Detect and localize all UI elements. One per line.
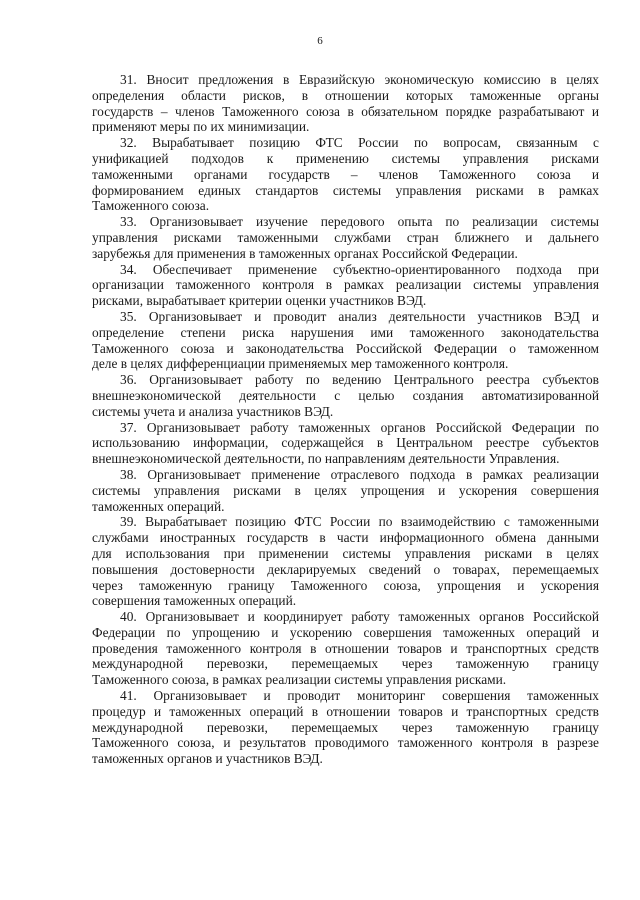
clause-first-line [92, 72, 599, 88]
clause-paragraph [92, 609, 599, 688]
clause-paragraph [92, 467, 599, 514]
clause-line: зарубежья для применения в таможенных органах Российской Федерации. [92, 245, 518, 261]
clause-line: проведения таможенного контроля в отношении товаров и транспортных средств [92, 640, 599, 656]
clause-line: процедур и таможенных операций в отношении товаров и транспортных средств [92, 703, 599, 719]
clause-number: 37. [120, 419, 137, 435]
clause-first-line [92, 420, 599, 436]
clause-number: 35. [120, 308, 137, 324]
clause-line: государств – членов Таможенного союза в обязательном порядке разрабатывают и [92, 103, 599, 119]
clause-line: через таможенную границу Таможенного союза, упрощения и ускорения [92, 577, 599, 593]
clause-paragraph [92, 72, 599, 135]
clause-text: Организовывает и проводит мониторинг совершения таможенных [153, 688, 599, 704]
document-body [92, 72, 599, 767]
clause-line: определения области рисков, в отношении которых таможенные органы [92, 87, 599, 103]
clause-first-line [92, 514, 599, 530]
clause-line: таможенных органов и участников ВЭД. [92, 751, 323, 767]
clause-paragraph [92, 262, 599, 309]
clause-line: службами иностранных государств в части информационного обмена данными [92, 530, 599, 546]
clause-first-line [92, 609, 599, 625]
clause-text: Организовывает и координирует работу таможенных органов Российской [145, 609, 599, 625]
clause-line: определение степени риска нарушения ими таможенного законодательства [92, 324, 599, 340]
clause-first-line [92, 309, 599, 325]
page-number: 6 [317, 35, 323, 47]
clause-line: внешнеэкономической деятельности с целью создания автоматизированной [92, 387, 599, 403]
clause-line: организации таможенного контроля в рамках реализации системы управления [92, 277, 599, 293]
clause-line: деле в целях дифференциации применяемых мер таможенного контроля. [92, 356, 509, 372]
clause-line: использованию информации, содержащейся в Центральном реестре субъектов [92, 435, 599, 451]
clause-paragraph [92, 420, 599, 467]
clause-line: применяют меры по их минимизации. [92, 119, 310, 135]
clause-line: внешнеэкономической деятельности, по направлениям деятельности Управления. [92, 451, 560, 467]
clause-number: 38. [120, 466, 137, 482]
clause-line: таможенных операций. [92, 498, 225, 514]
clause-first-line [92, 214, 599, 230]
clause-number: 39. [120, 514, 137, 530]
clause-text: Обеспечивает применение субъектно-ориентированного подхода при [152, 261, 599, 277]
clause-number: 33. [120, 214, 137, 230]
clause-paragraph [92, 214, 599, 261]
clause-line: Таможенного союза, в рамках реализации системы управления рисками. [92, 672, 507, 688]
clause-text: Организовывает работу по ведению Центрального реестра субъектов [149, 372, 599, 388]
clause-first-line [92, 135, 599, 151]
clause-first-line [92, 688, 599, 704]
clause-text: Организовывает и проводит анализ деятельности участников ВЭД и [148, 308, 599, 324]
clause-text: Организовывает работу таможенных органов Российской Федерации по [146, 419, 599, 435]
clause-line: рисками, вырабатывает критерии оценки участников ВЭД. [92, 293, 427, 309]
clause-line: повышения достоверности декларируемых сведений о товарах, перемещаемых [92, 561, 599, 577]
clause-line: системы управления рисками в целях упрощения и ускорения совершения [92, 482, 599, 498]
clause-line: Федерации по упрощению и ускорению совершения таможенных операций и [92, 624, 599, 640]
clause-text: Вырабатывает позицию ФТС России по вопросам, связанным с [152, 135, 599, 151]
clause-line: совершения таможенных операций. [92, 593, 297, 609]
clause-line: международной перевозки, перемещаемых через таможенную границу [92, 656, 599, 672]
clause-number: 31. [120, 72, 137, 87]
clause-line: международной перевозки, перемещаемых через таможенную границу [92, 719, 599, 735]
clause-line: для использования при применении системы управления рисками в целях [92, 545, 599, 561]
clause-first-line [92, 372, 599, 388]
clause-paragraph [92, 135, 599, 214]
clause-line: формированием единых стандартов системы управления рисками в рамках [92, 182, 599, 198]
clause-line: управления рисками таможенными службами стран ближнего и дальнего [92, 229, 599, 245]
clause-line: таможенными органами государств – членов Таможенного союза и [92, 166, 599, 182]
clause-line: системы учета и анализа участников ВЭД. [92, 403, 334, 419]
clause-number: 34. [120, 261, 137, 277]
clause-number: 40. [120, 609, 137, 625]
clause-text: Вносит предложения в Евразийскую экономическую комиссию в целях [146, 72, 599, 87]
clause-first-line [92, 467, 599, 483]
clause-paragraph [92, 309, 599, 372]
clause-line: Таможенного союза. [92, 198, 210, 214]
clause-text: Организовывает применение отраслевого подхода в рамках реализации [147, 466, 599, 482]
clause-text: Организовывает изучение передового опыта по реализации системы [149, 214, 599, 230]
clause-first-line [92, 262, 599, 278]
clause-line: Таможенного союза и законодательства Российской Федерации о таможенном [92, 340, 599, 356]
clause-line: унификацией подходов к применению системы управления рисками [92, 150, 599, 166]
clause-number: 32. [120, 135, 137, 151]
clause-number: 36. [120, 372, 137, 388]
clause-number: 41. [120, 688, 137, 704]
clause-paragraph [92, 372, 599, 419]
clause-paragraph [92, 514, 599, 609]
clause-paragraph [92, 688, 599, 767]
clause-text: Вырабатывает позицию ФТС России по взаимодействию с таможенными [145, 514, 599, 530]
clause-line: Таможенного союза, и результатов проводимого таможенного контроля в разрезе [92, 735, 599, 751]
